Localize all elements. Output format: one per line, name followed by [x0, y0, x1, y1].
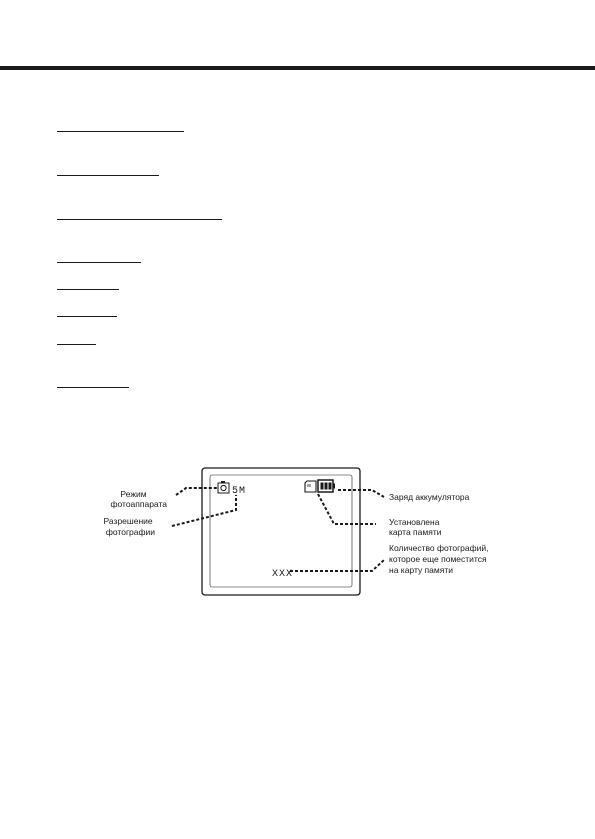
leader-battery: [338, 490, 384, 497]
blank-line-3: [57, 219, 222, 220]
leader-resolution: [172, 495, 236, 526]
blank-line-5: [57, 289, 119, 290]
label-camera-mode: Режим фотоаппарата: [110, 489, 167, 509]
blank-line-8: [57, 387, 129, 388]
remaining-count: XXX: [272, 569, 294, 580]
blank-line-1: [57, 131, 184, 132]
blank-line-6: [57, 316, 117, 317]
leader-memory-card: [318, 494, 376, 524]
blank-line-4: [57, 262, 141, 263]
battery-icon: [318, 480, 335, 492]
label-memory-card: Установлена карта памяти: [389, 517, 442, 537]
camera-display-diagram: [0, 440, 595, 620]
camera-icon: [218, 481, 229, 493]
memory-card-icon: [305, 481, 316, 492]
blank-line-7: [57, 344, 96, 345]
label-resolution: Разрешение фотографии: [103, 516, 155, 537]
header-rule: [0, 66, 595, 70]
blank-line-2: [57, 175, 159, 176]
leader-camera-mode: [176, 488, 218, 495]
label-battery: Заряд аккумулятора: [389, 492, 470, 502]
leader-remaining-count: [290, 560, 384, 571]
resolution-value: 5M: [232, 486, 247, 497]
label-remaining-count: Количество фотографий, которое еще поместится на карту памяти: [389, 543, 489, 575]
